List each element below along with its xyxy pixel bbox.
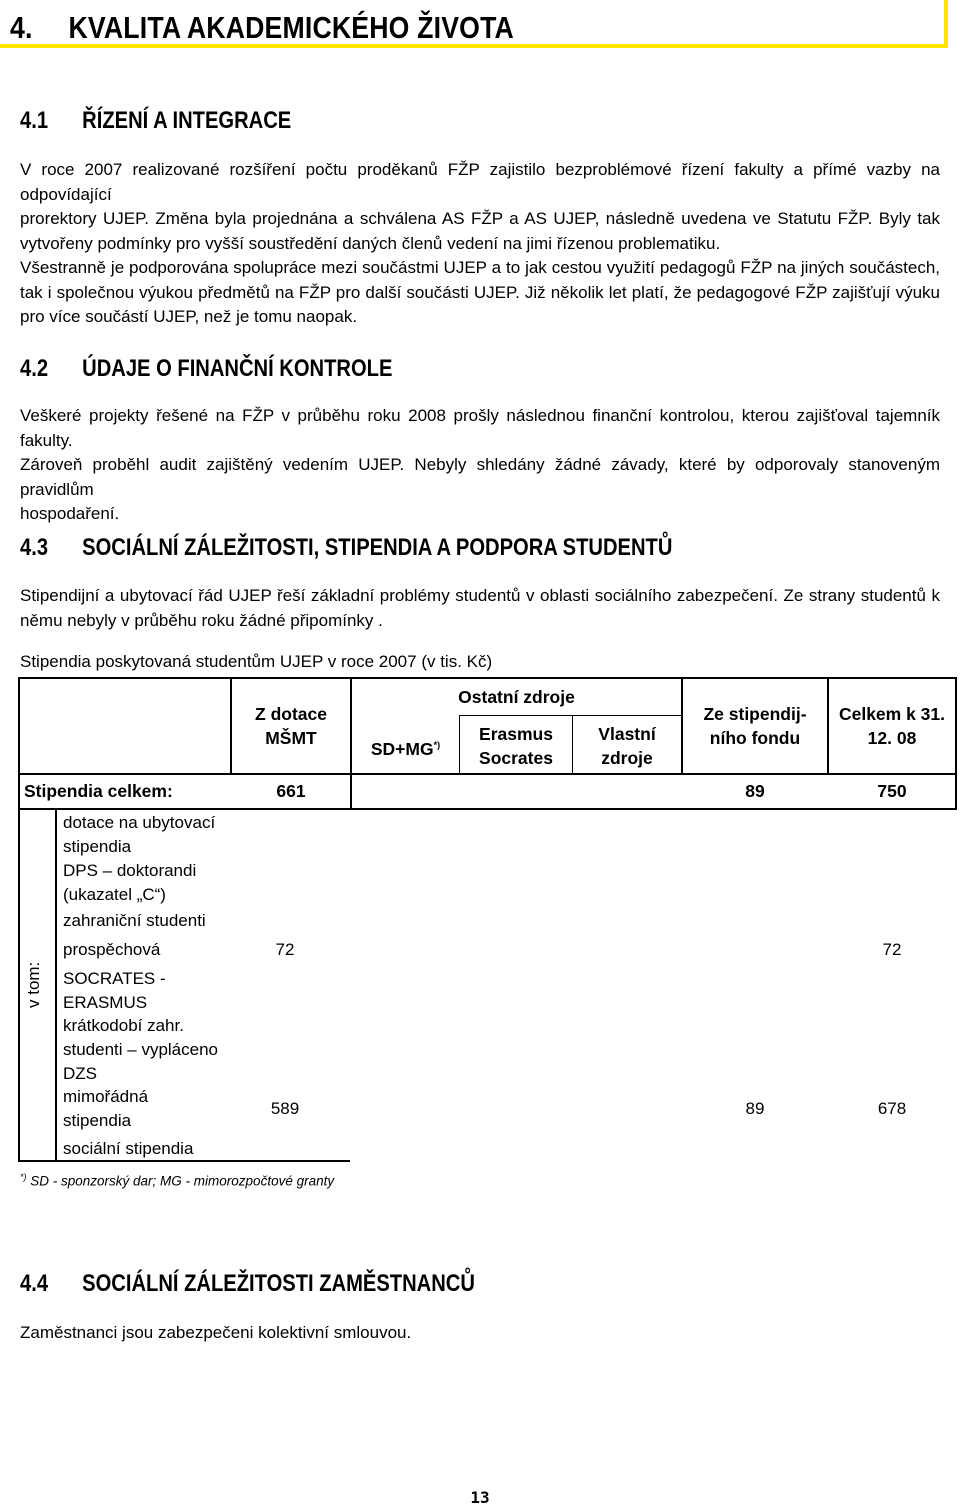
- table-row-label: zahraniční studenti: [63, 911, 206, 930]
- table-row-label: mimořádná stipendia: [63, 1087, 149, 1130]
- table-footnote: [20, 1172, 334, 1189]
- section-heading-4-3: [20, 534, 672, 562]
- header-text: Vlastní: [598, 724, 656, 744]
- header-text: ního fondu: [709, 728, 801, 748]
- header-text: Erasmus: [479, 724, 553, 744]
- header-text: SD+MG: [370, 738, 434, 759]
- header-text: Socrates: [479, 748, 553, 768]
- table-row-z-dotace: 72: [275, 940, 295, 959]
- footnote-mark: *): [20, 1172, 27, 1182]
- header-celkem: [829, 702, 955, 750]
- table-row-celkem: 72: [882, 940, 902, 959]
- header-vlastni-zdroje: [573, 722, 681, 770]
- section-4-3-text: [20, 584, 940, 633]
- header-text: 12. 08: [867, 728, 917, 748]
- text-line: němu nebyly v průběhu roku žádné připomínky .: [20, 610, 383, 630]
- section-number: 4.3: [20, 534, 49, 561]
- section-title: ÚDAJE O FINANČNÍ KONTROLE: [82, 355, 393, 382]
- section-heading-4-4: [20, 1270, 475, 1298]
- header-text: Ze stipendij-: [703, 704, 807, 724]
- table-row-celkem: 678: [877, 1099, 907, 1118]
- v-tom-label: v tom:: [24, 961, 43, 1008]
- text-line: Stipendijní a ubytovací řád UJEP řeší základní problémy studentů v oblasti sociálního zabezpečení. Ze strany studentů k: [20, 586, 940, 605]
- footnote-text: SD - sponzorský dar; MG - mimorozpočtové granty: [30, 1173, 335, 1189]
- header-z-dotace: [232, 702, 350, 750]
- header-ostatni-zdroje: Ostatní zdroje: [458, 687, 575, 707]
- section-title: ŘÍZENÍ A INTEGRACE: [82, 107, 292, 134]
- text-line: vytvořeny podmínky pro vyšší soustředění daných členů vedení na jimi řízenou problematiku.: [20, 233, 721, 253]
- table-row-z-dotace: 589: [270, 1099, 300, 1118]
- chapter-title-text: KVALITA AKADEMICKÉHO ŽIVOTA: [68, 10, 514, 45]
- text-line: Veškeré projekty řešené na FŽP v průběhu roku 2008 prošly následnou finanční kontrolou, kterou zajišťoval tajemník fakulty.: [20, 406, 940, 450]
- header-text: zdroje: [601, 748, 653, 768]
- text-line: hospodaření.: [20, 504, 120, 523]
- text-line: prorektory UJEP. Změna byla projednána a schválena AS FŽP a AS UJEP, následně uvedena ve Statutu FŽP. Byly tak: [20, 209, 940, 228]
- section-4-4-text: [20, 1321, 940, 1346]
- total-fond: 89: [745, 781, 765, 801]
- table-caption: Stipendia poskytovaná studentům UJEP v roce 2007 (v tis. Kč): [20, 652, 493, 671]
- footnote-mark: *): [433, 740, 441, 750]
- table-row-label: DPS – doktorandi (ukazatel „C“): [63, 861, 197, 904]
- table-row-label: dotace na ubytovací stipendia: [63, 813, 216, 856]
- chapter-title: [10, 10, 514, 46]
- header-text: MŠMT: [265, 728, 317, 748]
- text-line: Všestranně je podporována spolupráce mezi součástmi UJEP a to jak cestou využití pedagogů FŽP na jiných součástech,: [20, 258, 940, 277]
- section-4-2-text: [20, 404, 940, 527]
- text-line: Zaměstnanci jsou zabezpečeni kolektivní smlouvou.: [20, 1323, 412, 1342]
- chapter-number: 4.: [10, 10, 33, 45]
- section-4-1-text: [20, 158, 940, 330]
- page-number: 13: [470, 1488, 490, 1507]
- section-title: SOCIÁLNÍ ZÁLEŽITOSTI ZAMĚSTNANCŮ: [82, 1270, 475, 1297]
- header-sd-mg: [352, 733, 459, 761]
- text-line: pro více součástí UJEP, než je tomu naopak.: [20, 307, 358, 326]
- header-text: Z dotace: [255, 704, 327, 724]
- section-number: 4.1: [20, 107, 49, 134]
- total-celkem: 750: [877, 781, 907, 801]
- header-erasmus: [460, 722, 572, 770]
- table-row-label: SOCRATES - ERASMUS: [63, 969, 166, 1012]
- header-text: Celkem k 31.: [838, 704, 946, 724]
- text-line: tak i společnou výukou předmětů na FŽP pro další součásti UJEP. Již několik let platí, že pedagogové FŽP zajišťují výuku: [20, 282, 940, 302]
- total-z-dotace: 661: [276, 781, 306, 801]
- table-row-label: prospěchová: [63, 940, 161, 959]
- table-row-label: sociální stipendia: [63, 1139, 194, 1158]
- section-heading-4-1: [20, 107, 291, 135]
- section-title: SOCIÁLNÍ ZÁLEŽITOSTI, STIPENDIA A PODPORA STUDENTŮ: [82, 534, 673, 561]
- table-row-fond: 89: [745, 1099, 765, 1118]
- text-line: V roce 2007 realizované rozšíření počtu proděkanů FŽP zajistilo bezproblémové řízení fakulty a přímé vazby na odpovídající: [20, 160, 940, 204]
- total-row-label: Stipendia celkem:: [24, 781, 173, 801]
- section-number: 4.2: [20, 355, 49, 382]
- section-number: 4.4: [20, 1270, 49, 1297]
- text-line: Zároveň proběhl audit zajištěný vedením UJEP. Nebyly shledány žádné závady, které by odporovaly stanoveným pravidlům: [20, 455, 940, 499]
- section-heading-4-2: [20, 355, 392, 383]
- table-row-label: krátkodobí zahr. studenti – vypláceno DZS: [63, 1016, 218, 1083]
- header-stipendijni-fond: [683, 702, 827, 750]
